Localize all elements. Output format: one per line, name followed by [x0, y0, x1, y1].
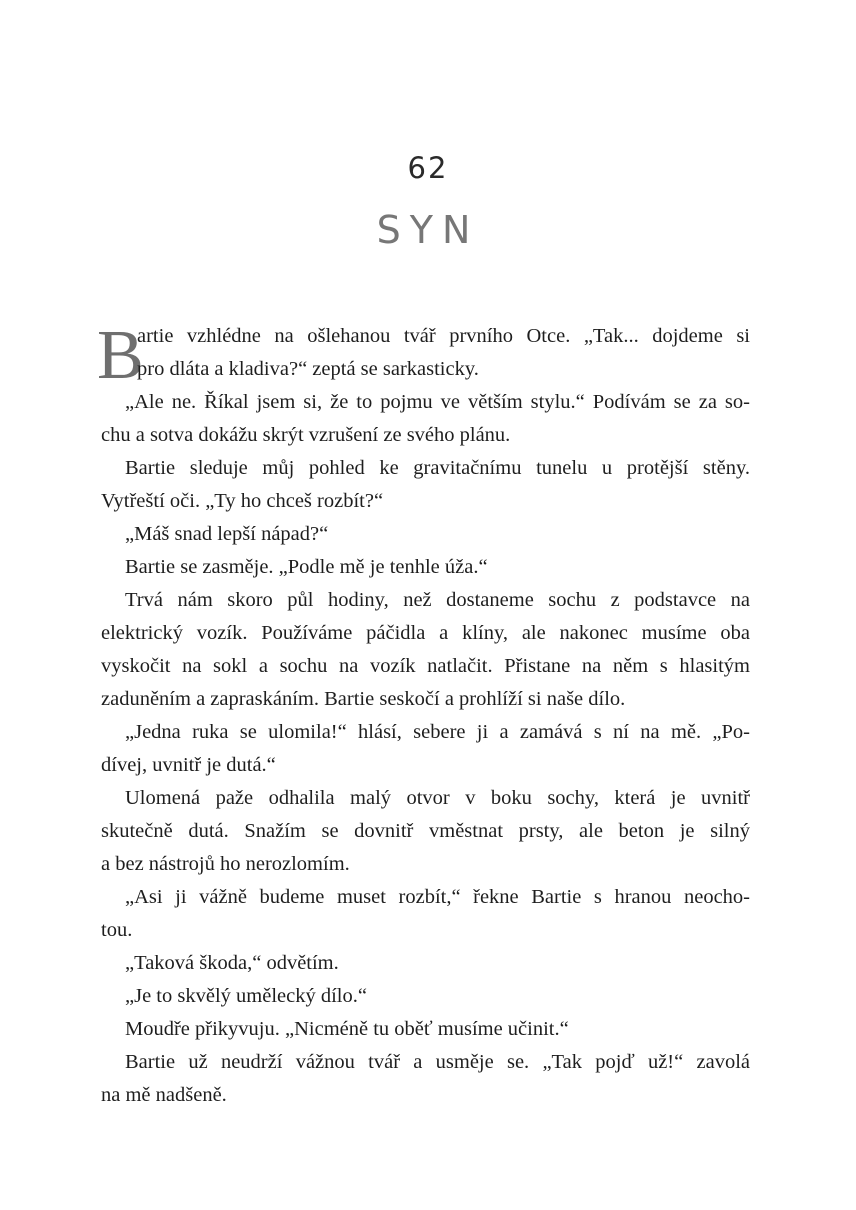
paragraph-line: Trvá nám skoro půl hodiny, než dostaneme sochu z podstavce na: [125, 589, 750, 611]
paragraph-line: Bartie sleduje můj pohled ke gravitačnímu tunelu u protější stěny.: [125, 457, 750, 479]
paragraph-line: Ulomená paže odhalila malý otvor v boku sochy, která je uvnitř: [125, 787, 750, 809]
paragraph-line: „Máš snad lepší nápad?“: [125, 523, 329, 545]
paragraph-line: „Asi ji vážně budeme muset rozbít,“ řekne Bartie s hranou neocho-: [125, 886, 750, 908]
paragraph-line: skutečně dutá. Snažím se dovnitř vměstnat prsty, ale beton je silný: [101, 820, 750, 842]
paragraph-line: „Jedna ruka se ulomila!“ hlásí, sebere ji a zamává s ní na mě. „Po-: [125, 721, 750, 743]
paragraph-line: pro dláta a kladiva?“ zeptá se sarkasticky.: [137, 358, 479, 380]
paragraph-line: elektrický vozík. Používáme páčidla a klíny, ale nakonec musíme oba: [101, 622, 750, 644]
paragraph-line: vyskočit na sokl a sochu na vozík natlačit. Přistane na něm s hlasitým: [101, 655, 750, 677]
paragraph-line: Bartie už neudrží vážnou tvář a usměje se. „Tak pojď už!“ zavolá: [125, 1051, 750, 1073]
chapter-number: 62: [407, 151, 449, 185]
chapter-body: [97, 317, 750, 1112]
paragraph-line: dívej, uvnitř je dutá.“: [101, 754, 276, 776]
paragraph-line: B artie vzhlédne na ošlehanou tvář prvního Otce. „Tak... dojdeme si: [97, 317, 750, 394]
paragraph-line: tou.: [101, 919, 133, 941]
drop-cap: B: [97, 317, 144, 394]
paragraph-line: na mě nadšeně.: [101, 1084, 227, 1106]
paragraph-line: Bartie se zasměje. „Podle mě je tenhle úža.“: [125, 556, 488, 578]
chapter-title: SYN: [376, 208, 480, 252]
paragraph-line: „Je to skvělý umělecký dílo.“: [125, 985, 367, 1007]
paragraph-line: Moudře přikyvuju. „Nicméně tu oběť musíme učinit.“: [125, 1018, 569, 1040]
paragraph-line: chu a sotva dokážu skrýt vzrušení ze svého plánu.: [101, 424, 511, 446]
paragraph-line: zaduněním a zapraskáním. Bartie seskočí a prohlíží si naše dílo.: [101, 688, 626, 710]
paragraph-line: „Taková škoda,“ odvětím.: [125, 952, 339, 974]
paragraph-line: Vytřeští oči. „Ty ho chceš rozbít?“: [101, 490, 384, 512]
paragraph-line: „Ale ne. Říkal jsem si, že to pojmu ve větším stylu.“ Podívám se za so-: [125, 391, 750, 413]
paragraph-line: a bez nástrojů ho nerozlomím.: [101, 853, 350, 875]
